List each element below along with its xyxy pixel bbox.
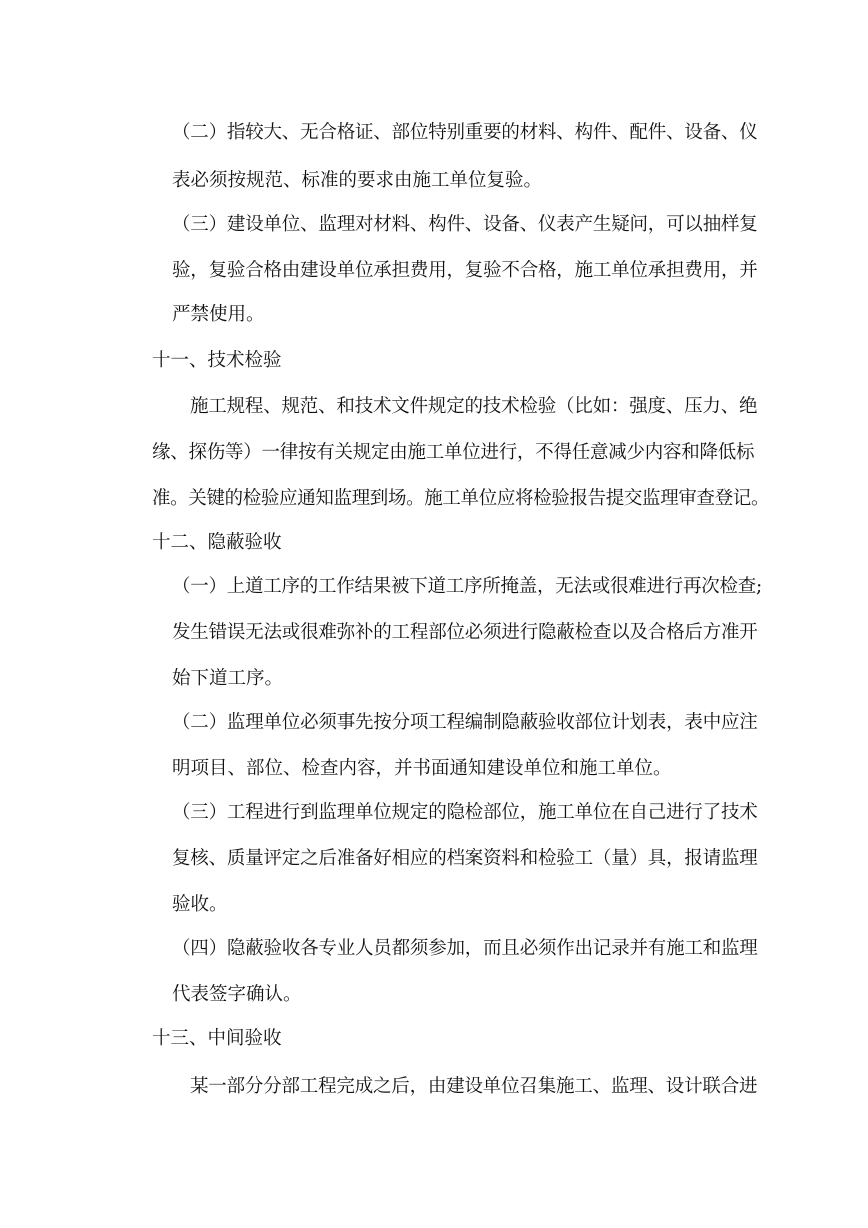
paragraph-line: （三）工程进行到监理单位规定的隐检部位，施工单位在自己进行了技术	[172, 802, 758, 823]
paragraph-line: （三）建设单位、监理对材料、构件、设备、仪表产生疑问，可以抽样复	[172, 214, 758, 235]
paragraph-line: 验，复验合格由建设单位承担费用，复验不合格，施工单位承担费用，并	[172, 260, 758, 281]
paragraph-line: 某一部分分部工程完成之后，由建设单位召集施工、监理、设计联合进	[190, 1076, 758, 1097]
paragraph-line: （二）监理单位必须事先按分项工程编制隐蔽验收部位计划表，表中应注	[172, 712, 758, 733]
paragraph-line: 准。关键的检验应通知监理到场。施工单位应将检验报告提交监理审查登记。	[152, 488, 770, 509]
paragraph-line: 复核、质量评定之后准备好相应的档案资料和检验工（量）具，报请监理	[172, 848, 758, 869]
paragraph-line: 施工规程、规范、和技术文件规定的技术检验（比如：强度、压力、绝	[190, 396, 758, 417]
paragraph-line: （四）隐蔽验收各专业人员都须参加，而且必须作出记录并有施工和监理	[172, 938, 758, 959]
section-heading: 十一、技术检验	[152, 350, 282, 371]
section-heading: 十二、隐蔽验收	[152, 532, 282, 553]
paragraph-line: （二）指较大、无合格证、部位特别重要的材料、构件、配件、设备、仪	[172, 122, 758, 143]
paragraph-line: （一）上道工序的工作结果被下道工序所掩盖，无法或很难进行再次检查;	[172, 576, 762, 597]
paragraph-line: 严禁使用。	[172, 304, 265, 325]
paragraph-line: 代表签字确认。	[172, 984, 302, 1005]
paragraph-line: 表必须按规范、标准的要求由施工单位复验。	[172, 170, 543, 191]
paragraph-line: 发生错误无法或很难弥补的工程部位必须进行隐蔽检查以及合格后方准开	[172, 622, 758, 643]
paragraph-line: 缘、探伤等）一律按有关规定由施工单位进行，不得任意减少内容和降低标	[152, 442, 755, 463]
paragraph-line: 明项目、部位、检查内容，并书面通知建设单位和施工单位。	[172, 758, 672, 779]
paragraph-line: 始下道工序。	[172, 668, 284, 689]
paragraph-line: 验收。	[172, 894, 228, 915]
section-heading: 十三、中间验收	[152, 1028, 282, 1049]
